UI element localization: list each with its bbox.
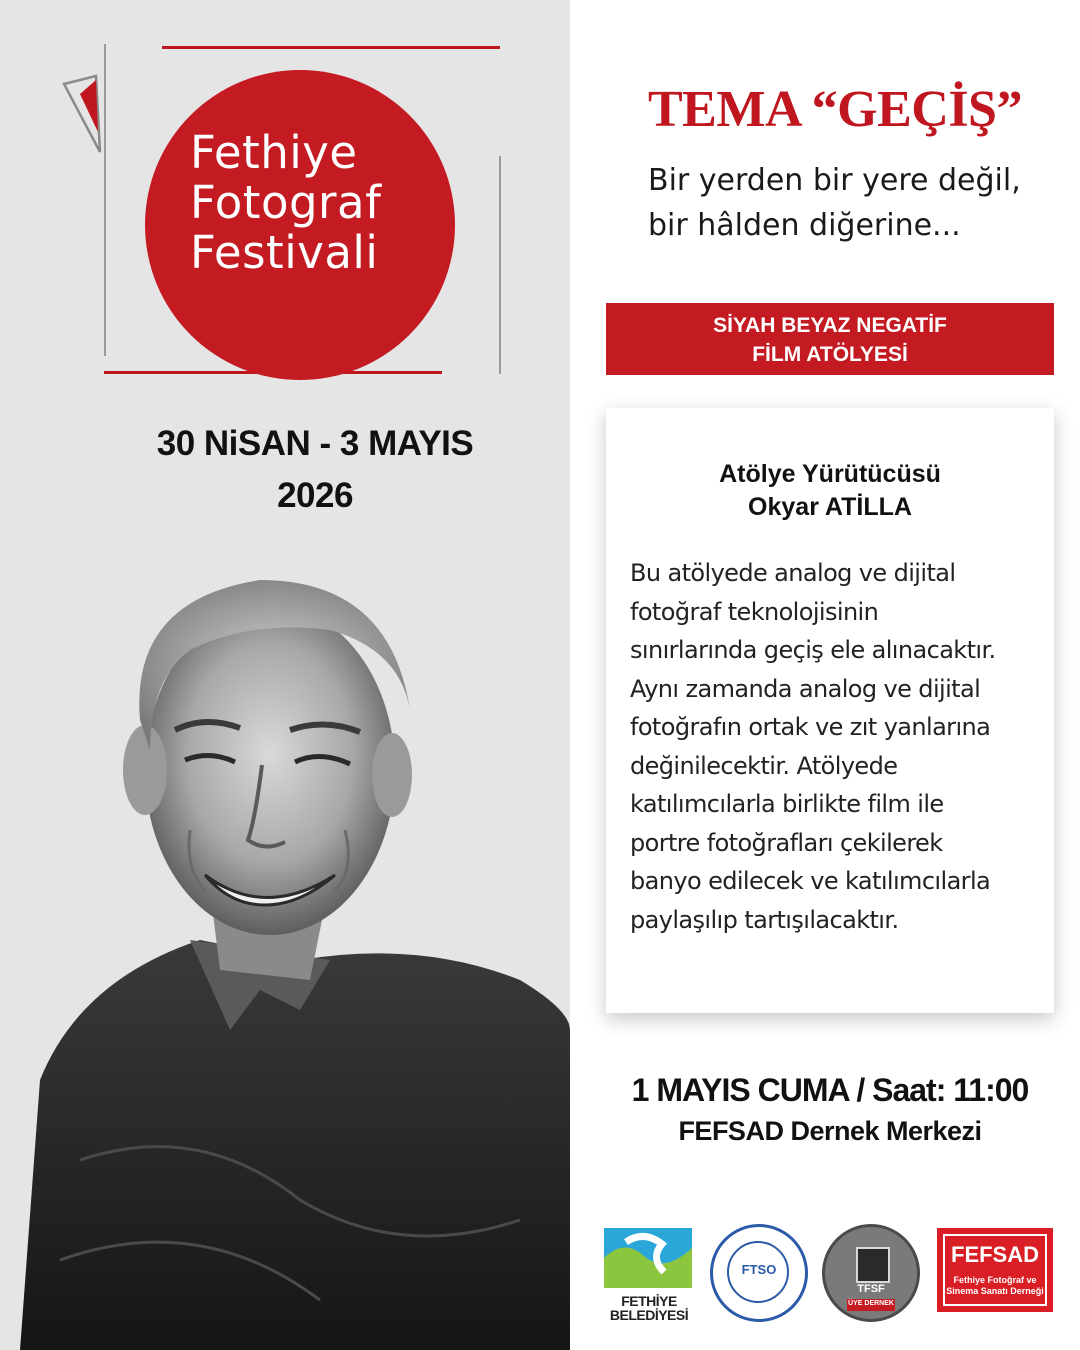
workshop-title-bar (606, 303, 1054, 375)
description-line: fotoğraf teknolojisinin (630, 597, 879, 626)
fefsad-title: FEFSAD (951, 1242, 1039, 1267)
description-line: sınırlarında geçiş ele alınacaktır. (630, 636, 996, 664)
tfsf-label: TFSF (857, 1283, 885, 1295)
workshop-info-card (606, 408, 1054, 1013)
festival-logo-text (190, 128, 381, 278)
leader-name: Okyar ATİLLA (748, 493, 912, 521)
workshop-title-line2: FİLM ATÖLYESİ (752, 343, 908, 366)
festival-year: 2026 (277, 476, 353, 515)
description-line: katılımcılarla birlikte film ile (630, 790, 944, 818)
description-line: değinilecektir. Atölyede (630, 751, 898, 780)
tfsf-seal (822, 1224, 920, 1322)
description-line: paylaşılıp tartışılacaktır. (630, 905, 899, 934)
wave-logo-icon (604, 1228, 692, 1288)
tfsf-badge-text: ÜYE DERNEK (848, 1300, 894, 1307)
chamber-seal-center: FTSO (741, 1262, 777, 1277)
festival-name-line3: Festivali (190, 226, 379, 279)
fethiye-line2: BELEDİYESİ (609, 1307, 689, 1323)
festival-name-line2: Fotograf (190, 176, 382, 229)
festival-dates: 30 NiSAN - 3 MAYIS (156, 424, 474, 463)
description-line: fotoğrafın ortak ve zıt yanlarına (630, 713, 991, 741)
workshop-description (630, 554, 1050, 939)
fefsad-subtitle (937, 1275, 1053, 1297)
theme-subtitle-line2: bir hâlden diğerine... (648, 208, 961, 243)
description-line: banyo edilecek ve katılımcılarla (630, 867, 991, 895)
theme-title: TEMA “GEÇİŞ” (648, 81, 1022, 138)
event-location: FEFSAD Dernek Merkezi (678, 1116, 982, 1146)
workshop-title-line1: SİYAH BEYAZ NEGATİF (713, 314, 947, 337)
chamber-commerce-seal (710, 1224, 808, 1322)
portrait-photo (0, 560, 570, 1350)
event-datetime: 1 MAYIS CUMA / Saat: 11:00 (631, 1072, 1029, 1108)
fefsad-sub-line2: Sinema Sanatı Derneği (946, 1286, 1044, 1296)
sponsor-logos (600, 1220, 1060, 1323)
triangle-mark-icon (60, 72, 110, 162)
theme-subtitle (648, 158, 1021, 248)
fefsad-logo (937, 1228, 1053, 1312)
festival-name-line1: Fethiye (190, 126, 358, 179)
description-line: Bu atölyede analog ve dijital (630, 559, 956, 587)
frame-line-right (499, 156, 501, 374)
frame-line-top (162, 46, 500, 49)
workshop-leader (606, 458, 1054, 524)
tfsf-film-icon (856, 1247, 890, 1283)
fethiye-line1: FETHİYE (621, 1293, 677, 1309)
fethiye-belediyesi-text (604, 1294, 694, 1322)
leader-label: Atölye Yürütücüsü (719, 460, 941, 488)
theme-subtitle-line1: Bir yerden bir yere değil, (648, 163, 1021, 198)
description-line: portre fotoğrafları çekilerek (630, 828, 943, 857)
description-line: Aynı zamanda analog ve dijital (630, 674, 981, 703)
fethiye-belediyesi-logo (604, 1228, 694, 1323)
fefsad-sub-line1: Fethiye Fotoğraf ve (953, 1275, 1037, 1285)
